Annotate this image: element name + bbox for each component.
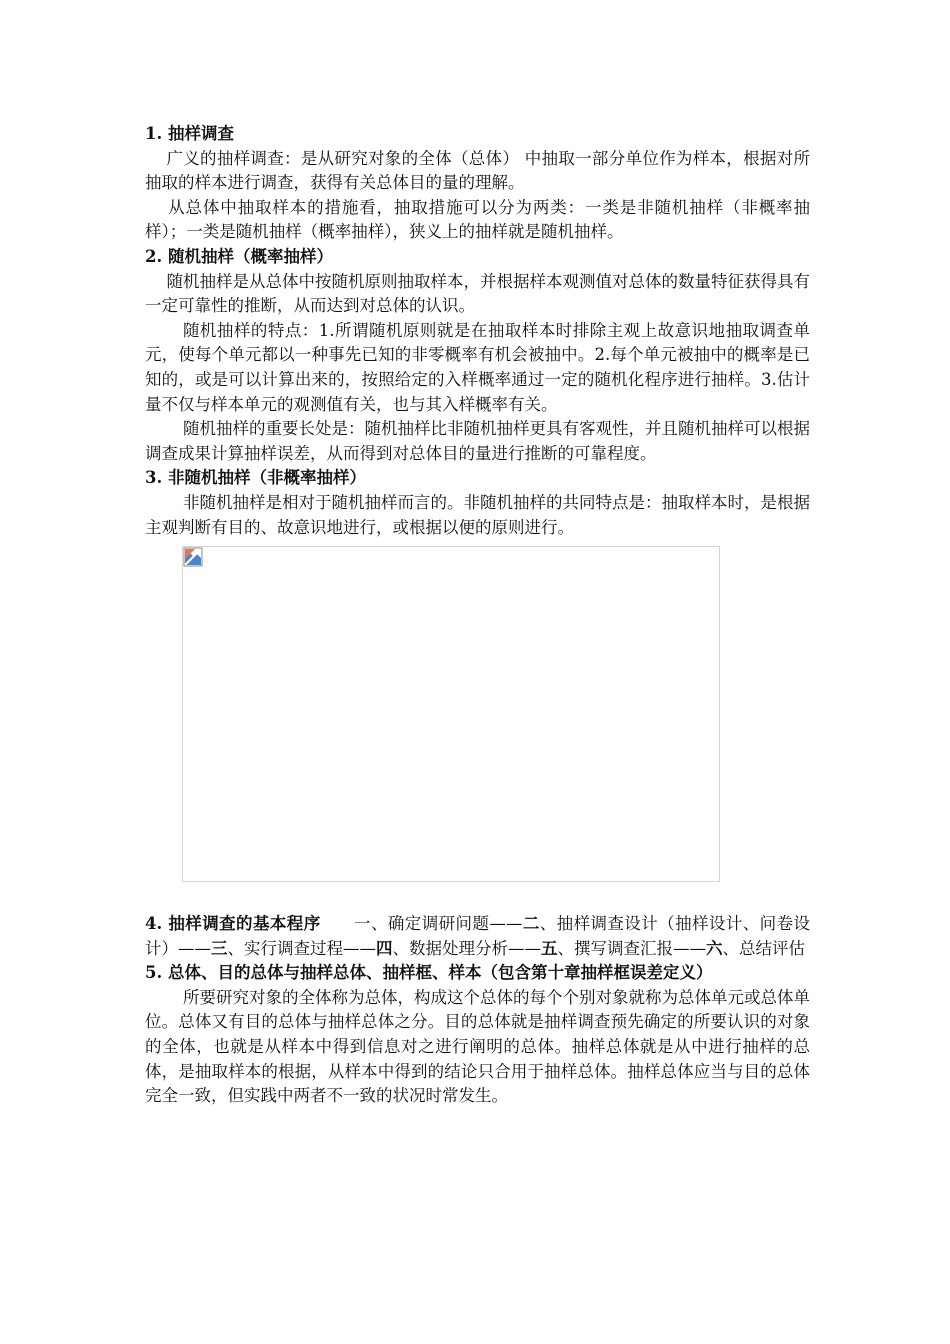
- step-6-number: 六: [706, 938, 723, 958]
- section-4-heading: 4. 抽样调查的基本程序: [145, 914, 321, 934]
- section-1-heading: 1. 抽样调查: [145, 124, 234, 143]
- section-2-paragraph-1: 随机抽样是从总体中按随机原则抽取样本，并根据样本观测值对总体的数量特征获得具有一定可靠性的推断，从而达到对总体的认识。: [145, 271, 810, 316]
- section-1-paragraph-1: 广义的抽样调查：是从研究对象的全体（总体） 中抽取一部分单位作为样本，根据对所抽取的样本进行调查，获得有关总体目的量的理解。: [145, 148, 810, 193]
- spacer: [145, 882, 810, 912]
- section-2-heading: 2. 随机抽样（概率抽样）: [145, 246, 333, 266]
- section-2-paragraph-3: 随机抽样的重要长处是：随机抽样比非随机抽样更具有客观性，并且随机抽样可以根据调查成果计算抽样误差，从而得到对总体目的量进行推断的可靠程度。: [145, 419, 810, 463]
- step-2: 、抽样调查设计（抽样设计、问卷设计）——: [145, 914, 811, 958]
- step-1: 一、确定调研问题——: [353, 914, 523, 934]
- section-5-paragraph-1: 所要研究对象的全体称为总体，构成这个总体的每个个别对象就称为总体单元或总体单位。总体又有目的总体与抽样总体之分。目的总体就是抽样调查预先确定的所要认识的对象的全体，也就是从样本中得到信息对之进行阐明的总体。抽样总体就是从中进行抽样的总体，是抽取样本的根据，从样本中得到的结论只合用于抽样总体。抽样总体应当与目的总体完全一致，但实践中两者不一致的状况时常发生。: [145, 987, 810, 1106]
- step-3-number: 三: [211, 938, 228, 958]
- step-5-number: 五: [541, 938, 558, 958]
- section-3-paragraph-1: 非随机抽样是相对于随机抽样而言的。非随机抽样的共同特点是：抽取样本时，是根据主观判断有目的、故意识地进行，或根据以便的原则进行。: [145, 492, 810, 537]
- step-2-number: 二: [522, 914, 540, 934]
- section-1-paragraph-2: 从总体中抽取样本的措施看，抽取措施可以分为两类：一类是非随机抽样（非概率抽样）；一类是随机抽样（概率抽样），狭义上的抽样就是随机抽样。: [145, 197, 810, 242]
- section-3-heading: 3. 非随机抽样（非概率抽样）: [145, 468, 366, 488]
- step-4: 、数据处理分析——: [392, 938, 541, 958]
- step-6: 、总结评估: [722, 938, 805, 958]
- document-page: [145, 122, 810, 1109]
- section-2-paragraph-2: 随机抽样的特点：1.所谓随机原则就是在抽取样本时排除主观上故意识地抽取调查单元，使每个单元都以一种事先已知的非零概率有机会被抽中。2.每个单元被抽中的概率是已知的，或是可以计算出来的，按照给定的入样概率通过一定的随机化程序进行抽样。3.估计量不仅与样本单元的观测值有关，也与其入样概率有关。: [145, 320, 810, 414]
- broken-image-icon: [183, 547, 203, 567]
- step-4-number: 四: [376, 938, 393, 958]
- step-5: 、撰写调查汇报——: [557, 938, 706, 958]
- section-5-heading: 5. 总体、目的总体与抽样总体、抽样框、样本（包含第十章抽样框误差定义）: [145, 963, 713, 983]
- image-placeholder: [182, 546, 720, 882]
- step-3: 、实行调查过程——: [227, 938, 376, 958]
- section-4-paragraph: [145, 912, 810, 961]
